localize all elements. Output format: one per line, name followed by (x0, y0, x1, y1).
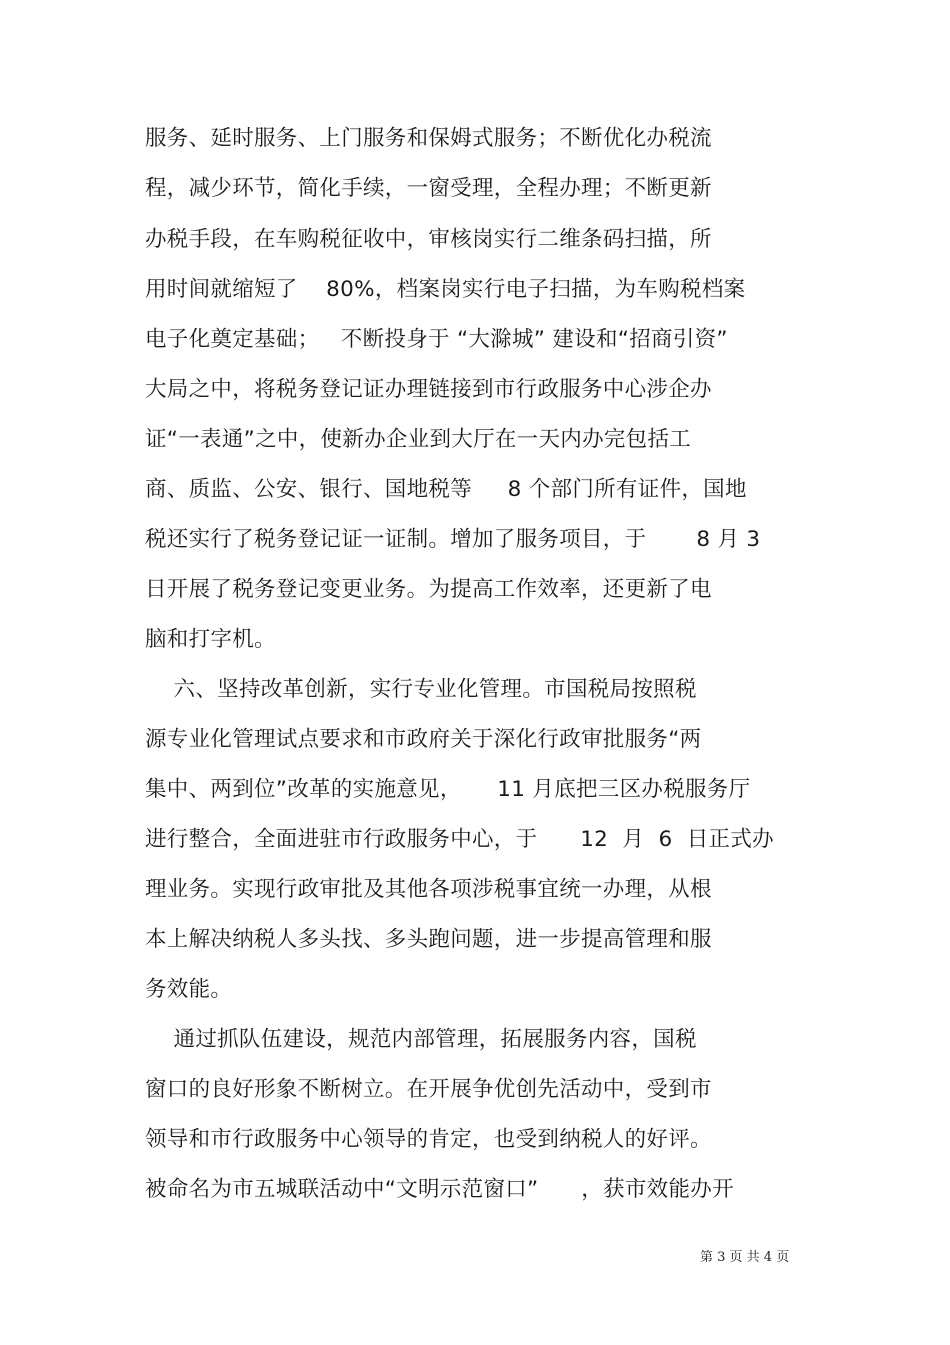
body-text-line: 商、质监、公安、银行、国地税等 8 个部门所有证件，国地 (145, 477, 747, 502)
body-text-line: 脑和打字机。 (145, 627, 276, 652)
body-text-line: 被命名为市五城联活动中“文明示范窗口” ，获市效能办开 (145, 1177, 734, 1202)
body-text-line: 窗口的良好形象不断树立。在开展争优创先活动中，受到市 (145, 1077, 712, 1102)
body-text-line: 电子化奠定基础； 不断投身于 “大滁城” 建设和“招商引资” (145, 327, 728, 352)
paragraph-start-line: 通过抓队伍建设，规范内部管理，拓展服务内容，国税 (145, 1027, 697, 1052)
body-text-line: 大局之中，将税务登记证办理链接到市行政服务中心涉企办 (145, 377, 712, 402)
body-text-line: 理业务。实现行政审批及其他各项涉税事宜统一办理，从根 (145, 877, 712, 902)
body-text-line: 集中、两到位”改革的实施意见， 11 月底把三区办税服务厅 (145, 777, 751, 802)
body-text-line: 证“一表通”之中，使新办企业到大厅在一天内办完包括工 (145, 427, 692, 452)
page-number-footer: 第 3 页 共 4 页 (700, 1250, 790, 1265)
body-text-line: 用时间就缩短了 80%，档案岗实行电子扫描，为车购税档案 (145, 277, 746, 302)
paragraph-start-line: 六、坚持改革创新，实行专业化管理。市国税局按照税 (145, 677, 697, 702)
body-text-line: 服务、延时服务、上门服务和保姆式服务；不断优化办税流 (145, 126, 712, 151)
body-text-line: 源专业化管理试点要求和市政府关于深化行政审批服务“两 (145, 727, 702, 752)
body-text-line: 办税手段，在车购税征收中，审核岗实行二维条码扫描，所 (145, 227, 712, 252)
body-text-line: 本上解决纳税人多头找、多头跑问题，进一步提高管理和服 (145, 927, 712, 952)
body-text-line: 程，减少环节，简化手续，一窗受理，全程办理；不断更新 (145, 176, 712, 201)
body-text-line: 进行整合，全面进驻市行政服务中心，于 12 月 6 日正式办 (145, 827, 774, 852)
body-text-line: 税还实行了税务登记证一证制。增加了服务项目，于 8 月 3 (145, 527, 761, 552)
body-text-line: 务效能。 (145, 977, 233, 1002)
body-text-line: 领导和市行政服务中心领导的肯定，也受到纳税人的好评。 (145, 1127, 712, 1152)
body-text-line: 日开展了税务登记变更业务。为提高工作效率，还更新了电 (145, 577, 712, 602)
